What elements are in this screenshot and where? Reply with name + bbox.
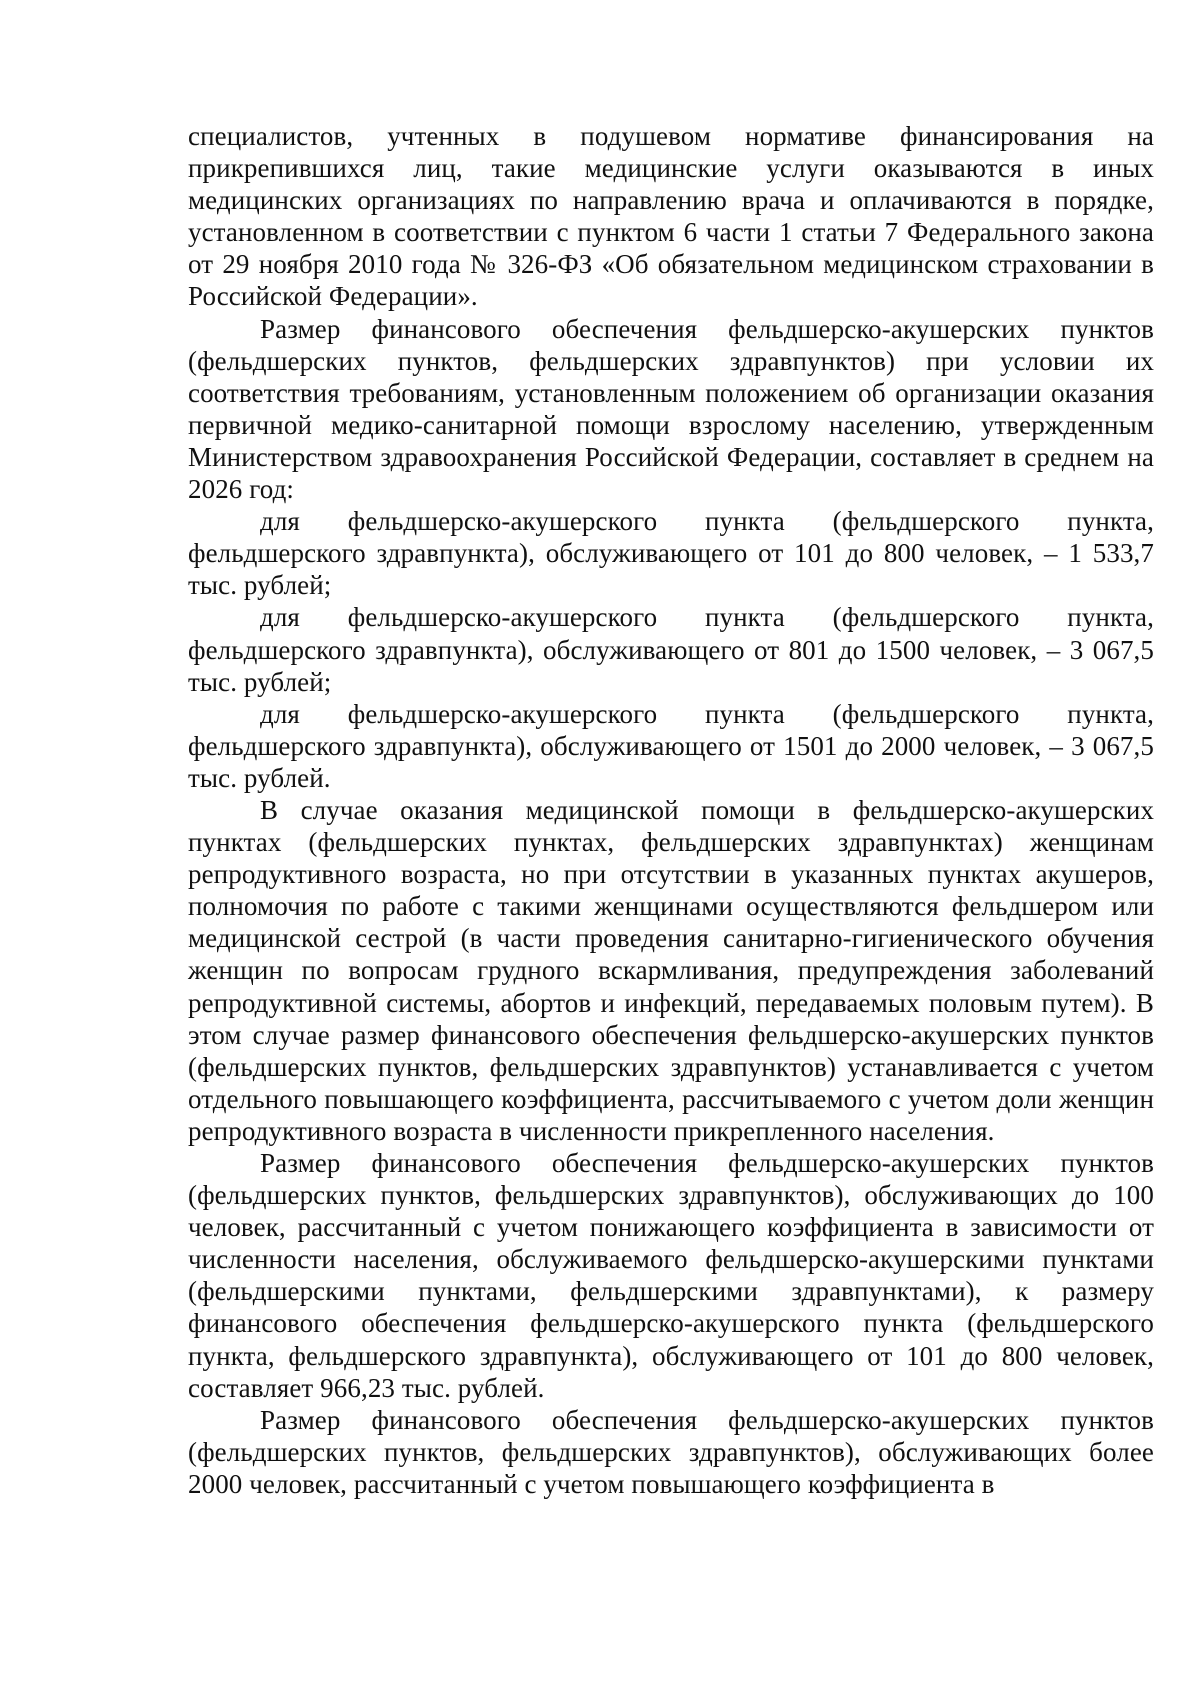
paragraph-7: Размер финансового обеспечения фельдшерско-акушерских пунктов (фельдшерских пунктов, фельдшерских здравпунктов), обслуживающих до 100 человек, рассчитанный с учетом понижающего коэффициента в зависимости от численности населения, обслуживаемого фельдшерско-акушерскими пунктами (фельдшерскими пунктами, фельдшерскими здравпунктами), к размеру финансового обеспечения фельдшерско-акушерского пункта (фельдшерского пункта, фельдшерского здравпункта), обслуживающего от 101 до 800 человек, составляет 966,23 тыс. рублей. <box>188 1148 1154 1403</box>
paragraph-6: В случае оказания медицинской помощи в фельдшерско-акушерских пунктах (фельдшерских пунктах, фельдшерских здравпунктах) женщинам репродуктивного возраста, но при отсутствии в указанных пунктах акушеров, полномочия по работе с такими женщинами осуществляются фельдшером или медицинской сестрой (в части проведения санитарно-гигиенического обучения женщин по вопросам грудного вскармливания, предупреждения заболеваний репродуктивной системы, абортов и инфекций, передаваемых половым путем). В этом случае размер финансового обеспечения фельдшерско-акушерских пунктов (фельдшерских пунктов, фельдшерских здравпунктов) устанавливается с учетом отдельного повышающего коэффициента, рассчитываемого с учетом доли женщин репродуктивного возраста в численности прикрепленного населения. <box>188 794 1154 1146</box>
paragraph-2: Размер финансового обеспечения фельдшерско-акушерских пунктов (фельдшерских пунктов, фельдшерских здравпунктов) при условии их соответствия требованиям, установленным положением об организации оказания первичной медико-санитарной помощи взрослому населению, утвержденным Министерством здравоохранения Российской Федерации, составляет в среднем на 2026 год: <box>188 313 1154 505</box>
paragraph-5: для фельдшерско-акушерского пункта (фельдшерского пункта, фельдшерского здравпункта), обслуживающего от 1501 до 2000 человек, – 3 067,5 тыс. рублей. <box>188 698 1154 793</box>
paragraph-3: для фельдшерско-акушерского пункта (фельдшерского пункта, фельдшерского здравпункта), обслуживающего от 101 до 800 человек, – 1 533,7 тыс. рублей; <box>188 506 1154 601</box>
paragraph-4: для фельдшерско-акушерского пункта (фельдшерского пункта, фельдшерского здравпункта), обслуживающего от 801 до 1500 человек, – 3 067,5 тыс. рублей; <box>188 602 1154 697</box>
paragraph-8: Размер финансового обеспечения фельдшерско-акушерских пунктов (фельдшерских пунктов, фельдшерских здравпунктов), обслуживающих более 2000 человек, рассчитанный с учетом повышающего коэффициента в <box>188 1404 1154 1499</box>
paragraph-1: специалистов, учтенных в подушевом нормативе финансирования на прикрепившихся лиц, такие медицинские услуги оказываются в иных медицинских организациях по направлению врача и оплачиваются в порядке, установленном в соответствии с пунктом 6 части 1 статьи 7 Федерального закона от 29 ноября 2010 года № 326-ФЗ «Об обязательном медицинском страховании в Российской Федерации». <box>188 121 1154 312</box>
document-body <box>188 120 1154 1500</box>
